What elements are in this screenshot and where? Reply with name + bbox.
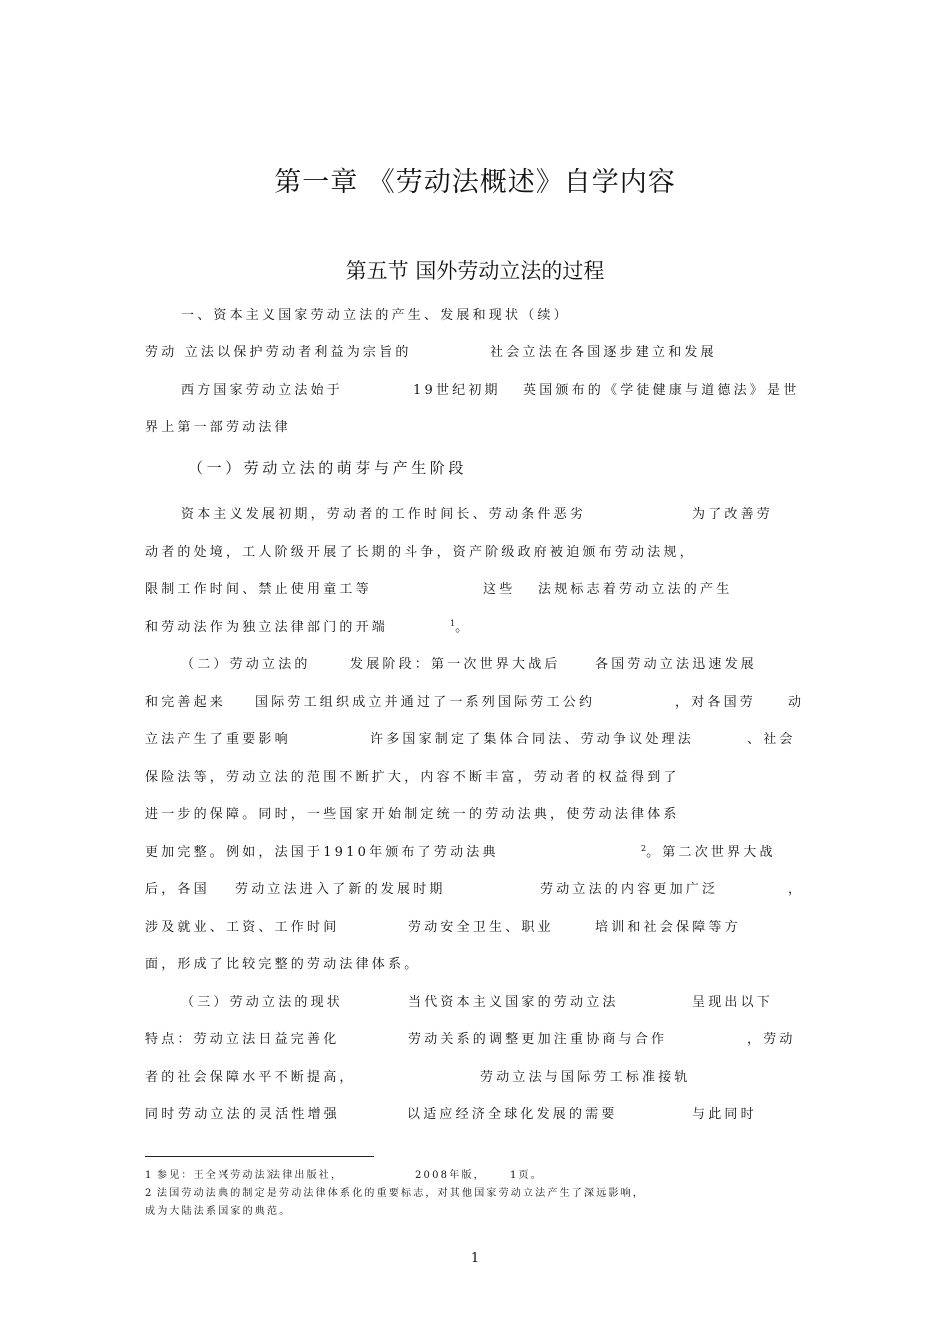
text-segment: 、社会 <box>747 732 796 747</box>
text-segment: 参见：王全兴 <box>157 1170 231 1181</box>
text-segment: 资本主义发展初期，劳动者的工作时间长、劳动条件恶劣 <box>181 507 587 522</box>
text-segment: 国际劳工组织成立并通过了一系列国际劳工公约 <box>255 695 596 710</box>
text-segment: 和劳动法作为独立法律部门的开端 <box>145 620 389 635</box>
text-segment: 和完善起来 <box>145 695 227 710</box>
text-segment: 法律出版社， <box>270 1170 344 1181</box>
text-segment: ，劳动 <box>747 1032 796 1047</box>
text-segment: 各国劳动立法迅速发展 <box>595 657 758 672</box>
text-segment: 培训和社会保障等方 <box>595 920 741 935</box>
text-segment: 劳动立法进入了新的发展时期 <box>235 882 446 897</box>
text-segment: 立法产生了重要影响 <box>145 732 291 747</box>
text-segment: 为了改善劳 <box>692 507 774 522</box>
text-segment: 劳动 立法以保护劳动者利益为宗旨的 <box>145 345 412 360</box>
text-segment: 法规标志着劳动立法的产生 <box>538 582 733 597</box>
text-segment: 许多国家制定了集体合同法、劳动争议处理法 <box>370 732 695 747</box>
text-segment: 英国颁布的《学徒健康与道德法》 <box>523 383 767 398</box>
text-segment: （二）劳动立法的 <box>181 657 311 672</box>
footnote-separator <box>145 1156 374 1157</box>
text-segment: 一、资本主义国家劳动立法的产生、发展和现状（续） <box>181 308 570 323</box>
text-segment: 这些 <box>483 582 516 597</box>
text-segment: 劳动立法的内容更加广泛 <box>540 882 719 897</box>
text-segment: 动 <box>788 695 805 710</box>
text-segment: ，对各国劳 <box>675 695 757 710</box>
footnote-marker: 2 <box>641 844 647 853</box>
text-segment: 面，形成了比较完整的劳动法律体系。 <box>145 957 421 972</box>
text-segment: 社会立法在各国逐步建立和发展 <box>490 345 717 360</box>
text-segment: 劳动安全卫生、职业 <box>408 920 554 935</box>
text-segment: 涉及就业、工资、工作时间 <box>145 920 340 935</box>
page-number: 1 <box>470 1251 480 1266</box>
text-segment: 更加完整。例如，法国于1910年颁布了劳动法典 <box>145 845 499 860</box>
text-segment: 2008年版， <box>415 1170 486 1181</box>
text-segment: 界上第一部劳动法律 <box>145 420 291 435</box>
text-segment: 呈现出以下 <box>692 995 774 1010</box>
text-segment: 限制工作时间、禁止使用童工等 <box>145 582 372 597</box>
footnote-ref: $^1$。 <box>450 619 472 635</box>
text-segment: 劳动关系的调整更加注重协商与合作 <box>408 1032 668 1047</box>
text-segment: 19世纪初期 <box>413 383 501 398</box>
text-segment: 动者的处境，工人阶级开展了长期的斗争，资产阶级政府被迫颁布劳动法规， <box>145 545 696 560</box>
text-segment: 西方国家劳动立法始于 <box>181 383 344 398</box>
text-segment: 同时 <box>145 1107 178 1122</box>
text-segment: 特点：劳动立法日益完善化 <box>145 1032 340 1047</box>
section-title: 第五节 国外劳动立法的过程 <box>345 259 605 283</box>
text-segment: 。第二次世界大战 <box>646 845 776 860</box>
chapter-title: 第一章 《劳动法概述》自学内容 <box>274 167 676 198</box>
text-segment: 法国劳动法典的制定是劳动法律体系化的重要标志，对其他国家劳动立法产生了深远影响， <box>157 1188 645 1199</box>
text-segment: 者的社会保障水平不断提高， <box>145 1070 356 1085</box>
footnote-number: 2 <box>145 1188 154 1199</box>
text-segment: 与此同时 <box>692 1107 757 1122</box>
footnote-marker: 1 <box>450 619 456 628</box>
text-segment: 保险法等，劳动立法的范围不断扩大，内容不断丰富，劳动者的权益得到了 <box>145 770 680 785</box>
text-segment: 发展阶段：第一次世界大战后 <box>350 657 561 672</box>
text-segment: 进一步的保障。同时，一些国家开始制定统一的劳动法典，使劳动法律体系 <box>145 807 680 822</box>
text-segment <box>641 842 776 865</box>
text-segment: 是世 <box>767 383 800 398</box>
text-segment: 当代资本主义国家的劳动立法 <box>408 995 619 1010</box>
text-segment: 劳动立法的灵活性增强 <box>178 1107 341 1122</box>
text-segment: 后，各国 <box>145 882 210 897</box>
text-segment: 成为大陆法系国家的典范。 <box>145 1206 292 1217</box>
text-segment: 《劳动法》 <box>218 1170 279 1181</box>
footnote-number: 1 <box>145 1170 154 1181</box>
text-segment: 以适应经济全球化发展的需要 <box>407 1107 618 1122</box>
text-segment: 劳动立法与国际劳工标准接轨 <box>480 1070 691 1085</box>
text-segment: 1页。 <box>510 1170 543 1181</box>
text-segment: ， <box>788 882 805 897</box>
text-segment: （一）劳动立法的萌芽与产生阶段 <box>188 459 468 477</box>
text-segment: （三）劳动立法的现状 <box>181 995 344 1010</box>
